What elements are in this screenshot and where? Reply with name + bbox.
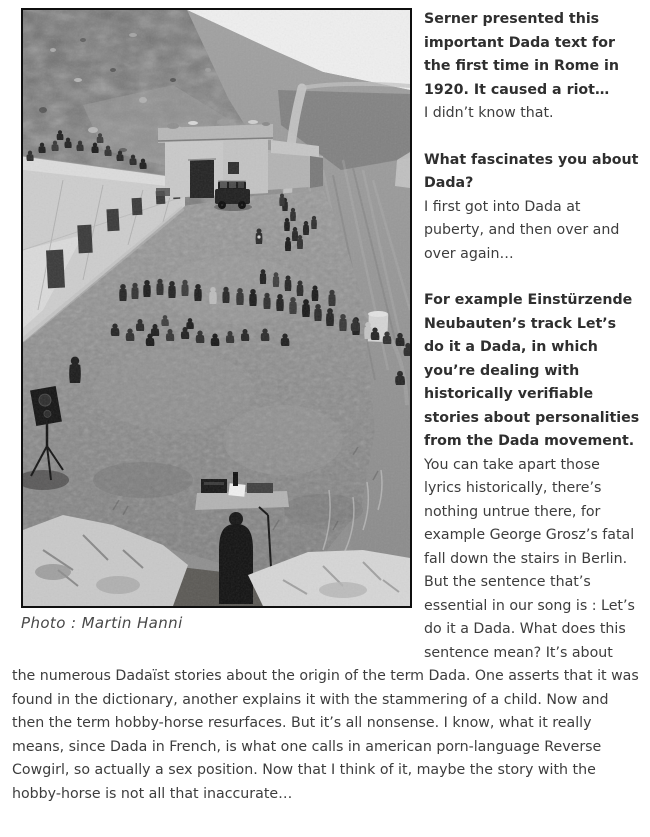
interviewee-answer-2: I first got into Dada at puberty, and then over and over again… <box>424 198 620 262</box>
interviewee-answer-3: You can take apart those lyrics historically, there’s nothing untrue there, for example George Grosz’s fatal fall down the stairs in Berlin. But the sentence that’s essential in our song is : Let’s do it a Dada. What does this sentence mean? It’s about the numerous Dadaïst stories about the origin of the term Dada. One asserts that it was found in the dictionary, another explains it with the stammering of a child. Now and then the term hobby-horse resurfaces. But it’s all nonsense. I know, what it really means, since Dada in French, is what one calls in american porn-language Reverse Cowgirl, so actually a sex position. Now that I think of it, maybe the story with the hobby-horse is not all that inaccurate… <box>12 456 639 802</box>
interviewer-question-2: What fascinates you about Dada? <box>424 151 639 191</box>
interviewer-question-1: Serner presented this important Dada text for the first time in Rome in 1920. It caused a riot… <box>424 11 619 98</box>
photo-illustration <box>23 10 410 606</box>
photo-figure <box>21 8 412 633</box>
performance-photo <box>21 8 412 608</box>
interviewer-question-3: For example Einstürzende Neubauten’s track Let’s do it a Dada, in which you’re dealing with historically verifiable stories about personalities from the Dada movement. <box>424 292 640 449</box>
photo-caption: Photo : Martin Hanni <box>21 614 183 632</box>
article-page <box>12 8 640 806</box>
interviewee-answer-1: I didn’t know that. <box>424 105 554 121</box>
